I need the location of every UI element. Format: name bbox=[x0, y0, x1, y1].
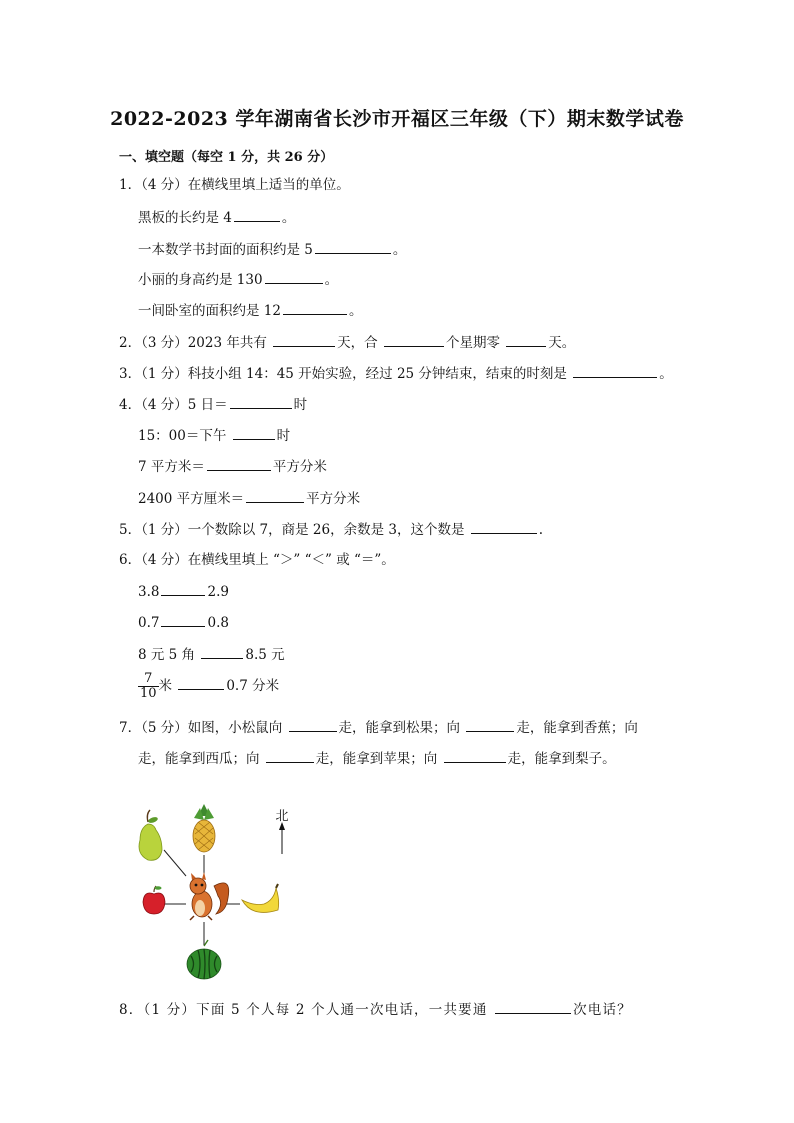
q1-stem: 1．（4 分）在横线里填上适当的单位。 bbox=[119, 177, 350, 193]
q1-c-end: 。 bbox=[324, 272, 339, 288]
q7-text-a: 7．（5 分）如图，小松鼠向 bbox=[119, 720, 283, 736]
q8-end: 次电话？ bbox=[573, 1002, 632, 1018]
q6-b-left: 0.7 bbox=[138, 615, 160, 631]
q4-a-text: 4．（4 分）5 日＝ bbox=[119, 397, 228, 413]
answer-blank[interactable] bbox=[573, 364, 657, 378]
q7-text-c: 走，能拿到香蕉；向 bbox=[516, 720, 638, 736]
q1-b-end: 。 bbox=[392, 242, 407, 258]
pineapple-icon bbox=[193, 804, 215, 852]
q1-item-b bbox=[138, 240, 406, 259]
q8 bbox=[119, 1000, 632, 1019]
q4-item-a bbox=[119, 395, 307, 414]
q2 bbox=[119, 333, 575, 352]
answer-blank[interactable] bbox=[233, 426, 275, 440]
q4-item-d bbox=[138, 489, 360, 508]
answer-blank[interactable] bbox=[178, 676, 224, 690]
answer-blank[interactable] bbox=[234, 208, 280, 222]
q1-a-text: 黑板的长约是 4 bbox=[138, 210, 232, 226]
apple-icon bbox=[143, 886, 165, 914]
q5-end: . bbox=[538, 522, 544, 538]
q2-end: 天。 bbox=[548, 335, 576, 351]
q6-a-right: 2.9 bbox=[207, 584, 229, 600]
answer-blank[interactable] bbox=[289, 718, 337, 732]
q7-text-e: 走，能拿到苹果；向 bbox=[315, 751, 438, 767]
q7-text-d: 走，能拿到西瓜；向 bbox=[138, 751, 260, 767]
q7-line1 bbox=[119, 718, 638, 737]
q6-item-b bbox=[138, 613, 229, 632]
answer-blank[interactable] bbox=[201, 645, 243, 659]
q4-b-text: 15：00＝下午 bbox=[138, 428, 227, 444]
q1-item-d bbox=[138, 301, 362, 320]
answer-blank[interactable] bbox=[466, 718, 514, 732]
answer-blank[interactable] bbox=[384, 333, 444, 347]
q1-a-end: 。 bbox=[281, 210, 296, 226]
direction-diagram bbox=[128, 800, 308, 985]
q3-text: 3．（1 分）科技小组 14：45 开始实验，经过 25 分钟结束，结束的时刻是 bbox=[119, 366, 567, 382]
q2-text: 2．（3 分）2023 年共有 bbox=[119, 335, 267, 351]
q6-d-unit: 米 bbox=[158, 678, 173, 694]
q5 bbox=[119, 520, 543, 539]
direction-figure bbox=[128, 800, 308, 985]
q4-item-c bbox=[138, 457, 327, 476]
q2-mid1: 天，合 bbox=[337, 335, 378, 351]
answer-blank[interactable] bbox=[161, 582, 205, 596]
q6-item-a bbox=[138, 582, 229, 601]
q7-line2 bbox=[138, 749, 616, 768]
q2-mid2: 个星期零 bbox=[445, 335, 500, 351]
answer-blank[interactable] bbox=[265, 270, 323, 284]
watermelon-icon bbox=[187, 940, 221, 979]
answer-blank[interactable] bbox=[283, 301, 347, 315]
q6-a-left: 3.8 bbox=[138, 584, 160, 600]
q4-d-text: 2400 平方厘米＝ bbox=[138, 491, 245, 507]
answer-blank[interactable] bbox=[444, 749, 506, 763]
q4-a-unit: 时 bbox=[293, 397, 308, 413]
q3 bbox=[119, 364, 673, 383]
q6-b-right: 0.8 bbox=[207, 615, 229, 631]
q8-text: 8．（1 分）下面 5 个人每 2 个人通一次电话，一共要通 bbox=[119, 1002, 488, 1018]
answer-blank[interactable] bbox=[161, 613, 205, 627]
squirrel-icon bbox=[190, 872, 229, 920]
answer-blank[interactable] bbox=[471, 520, 537, 534]
q3-end: 。 bbox=[659, 366, 673, 382]
fraction bbox=[138, 672, 159, 701]
q4-b-unit: 时 bbox=[276, 428, 291, 444]
line-northwest bbox=[164, 850, 186, 876]
q6-d-right: 0.7 分米 bbox=[226, 678, 280, 694]
answer-blank[interactable] bbox=[273, 333, 335, 347]
answer-blank[interactable] bbox=[506, 333, 546, 347]
pear-icon bbox=[139, 810, 162, 860]
north-label: 北 bbox=[275, 808, 289, 823]
answer-blank[interactable] bbox=[266, 749, 314, 763]
q4-c-text: 7 平方米＝ bbox=[138, 459, 205, 475]
q1-d-text: 一间卧室的面积约是 12 bbox=[138, 303, 281, 319]
answer-blank[interactable] bbox=[315, 240, 391, 254]
section-heading: 一、填空题（每空 1 分，共 26 分） bbox=[119, 150, 334, 165]
q1-c-text: 小丽的身高约是 130 bbox=[138, 272, 263, 288]
q4-d-unit: 平方分米 bbox=[306, 491, 361, 507]
fraction-numerator: 7 bbox=[138, 672, 159, 687]
q7-text-b: 走，能拿到松果；向 bbox=[338, 720, 461, 736]
q6-item-c bbox=[138, 645, 285, 664]
q5-text: 5．（1 分）一个数除以 7，商是 26，余数是 3，这个数是 bbox=[119, 522, 465, 538]
answer-blank[interactable] bbox=[207, 457, 271, 471]
q4-c-unit: 平方分米 bbox=[272, 459, 327, 475]
q1-b-text: 一本数学书封面的面积约是 5 bbox=[138, 242, 313, 258]
answer-blank[interactable] bbox=[230, 395, 292, 409]
q4-item-b bbox=[138, 426, 290, 445]
q6-item-d bbox=[138, 672, 279, 701]
answer-blank[interactable] bbox=[495, 1000, 571, 1014]
north-arrow-icon bbox=[279, 822, 285, 854]
q6-c-right: 8.5 元 bbox=[245, 647, 285, 663]
banana-icon bbox=[242, 884, 279, 912]
answer-blank[interactable] bbox=[246, 489, 304, 503]
fraction-denominator: 10 bbox=[140, 686, 157, 701]
q1-item-c bbox=[138, 270, 338, 289]
page-title: 2022-2023 学年湖南省长沙市开福区三年级（下）期末数学试卷 bbox=[110, 108, 684, 130]
q6-stem: 6．（4 分）在横线里填上 “＞” “＜” 或 “＝”。 bbox=[119, 552, 395, 568]
q6-c-left: 8 元 5 角 bbox=[138, 647, 196, 663]
q7-text-f: 走，能拿到梨子。 bbox=[507, 751, 616, 767]
q1-item-a bbox=[138, 208, 295, 227]
q1-d-end: 。 bbox=[348, 303, 363, 319]
